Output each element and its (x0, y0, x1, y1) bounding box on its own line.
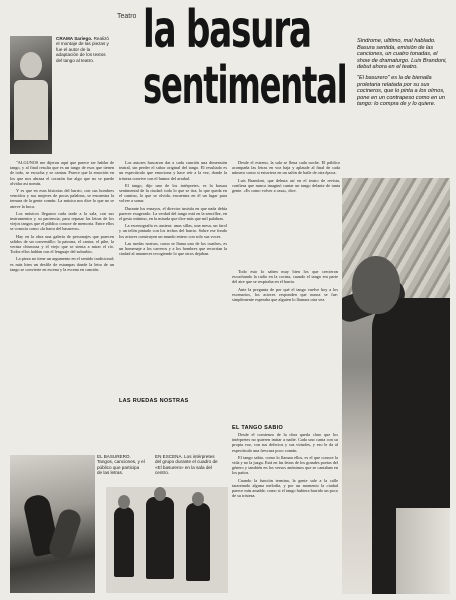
caption-bottom-2: EN ESCENA. Los intérpretes del grupo durante el cuadro de «El basurero» en la sala del centro. (155, 454, 218, 476)
portrait-face (20, 52, 42, 78)
paragraph: Desde el comienzo de la obra queda claro que los intérpretes no quieren imitar a nadie. Cada uno canta con su propia voz, con sus defectos y sus virtudes, y eso le da al espectáculo una frescura poco común. (232, 432, 338, 453)
paragraph: Desde el estreno, la sala se llena cada noche. El público acompaña las letras en voz baja y aplaude al final de cada número como si estuviera en un salón de baile de otra época. (232, 160, 340, 176)
section-label: Teatro (117, 13, 137, 20)
caption-bottom-1: EL BASURERO. Tangos, canciones, y el público que participa de las letras. (97, 454, 145, 476)
paragraph: Luis Brandoni, que debuta así en el teatro de revista, confiesa que nunca imaginó cantar un tango delante de tanta gente. «Es como volver a casa», dice. (232, 177, 340, 194)
paragraph: El tango, dijo uno de los intérpretes, es la basura sentimental de la ciudad: todo lo que se tira, lo que queda en el camino, lo que se olvida, encuentra en él un lugar para volver a sonar. (119, 182, 227, 204)
paragraph: Las ruedas nostras, como se llama uno de los cuadros, es un homenaje a los carreros y a los hombres que recorrían la ciudad al amanecer recogiendo lo que otros dejaban. (119, 240, 227, 257)
singer-pants (396, 508, 450, 594)
paragraph: Y es que en esas historias del barrio, con sus hombres vencidos y sus mujeres de pocas palabras, se encuentra la ternura de la gente común. La música nos dice lo que no se atreve la boca. (10, 188, 114, 209)
paragraph: Todo esto lo saben muy bien los que crecieron escuchando la radio en la cocina, cuando el tango era parte del aire que se respiraba en el barrio. (232, 269, 338, 285)
portrait-photo (10, 36, 52, 154)
paragraph: Los músicos llegaron cada tarde a la sala, con sus instrumentos y su paciencia, para repasar las letras de los viejos tangos que el público conoce de memoria. Entre ellos se conocía como «la barra del basurero». (10, 210, 114, 232)
headline-line-2: sentimental (143, 56, 347, 116)
subhead-ruedas: LAS RUEDAS NOSTRAS (119, 398, 189, 404)
body-column-5 (232, 432, 338, 592)
performer-head (192, 492, 204, 506)
portrait-caption-name: CRAMA Sariego. (56, 36, 93, 41)
body-column-4 (232, 269, 338, 359)
portrait-shirt (14, 80, 48, 140)
paragraph: Los autores buscaron dar a cada canción una dimensión teatral, sin perder el sabor original del tango. El resultado es un espectáculo que emociona y hace reír a la vez, donde la tristeza convive con el humor del arrabal. (119, 160, 227, 181)
paragraph: Hay en la obra una galería de personajes que parecen salidos de un conventillo: la patrona, el cantor, el pibe, la vecina chismosa y el viejo que se sienta a mirar el río. Todos ellos hablan con el lenguaje del suburbio. (10, 233, 114, 255)
portrait-caption-text: Realizó el montaje de las piezas y fue el autor de la adaptación de los textos del tango al teatro. (56, 36, 109, 63)
paragraph: El tango sabio, como lo llaman ellos, es el que conoce la vida y no la juzga. Está en las letras de los grandes poetas del género y también en los versos anónimos que se cantaban en los patios. (232, 454, 338, 476)
performer-figure (114, 507, 134, 577)
body-column-2 (119, 160, 227, 450)
intro-text (357, 38, 449, 112)
headline-line-1: la basura (143, 0, 311, 60)
dancers-photo (10, 455, 95, 593)
paragraph: La escenografía es austera: unas sillas, una mesa, un farol y un telón pintado con los techos del barrio. Sobre ese fondo los actores construyen un mundo entero con solo sus voces. (119, 223, 227, 239)
intro-paragraph-2: "El basurero" es la de bienalla proletaria relatada por su sus cocineros, que lo pinta a los oímos, pone en un contrapeso como en un tango: lo compra de y lo quiere. (357, 74, 446, 108)
portrait-caption (56, 36, 110, 63)
paragraph: Durante los ensayos, el director insistía en que nada debía parecer exagerado. La verdad del tango está en la sencillez, en el gesto mínimo, en la mirada que dice más que mil palabras. (119, 205, 227, 222)
body-column-3 (232, 160, 340, 268)
singer-photo (342, 178, 450, 594)
performer-figure (146, 497, 174, 579)
paragraph: Cuando la función termina, la gente sale a la calle tarareando alguna melodía, y por un momento la ciudad parece más amable, como si el tango hubiera barrido un poco de su tristeza. (232, 477, 338, 499)
body-column-1 (10, 160, 114, 428)
performer-head (118, 495, 130, 509)
performer-figure (186, 503, 210, 581)
subhead-tango-sabio: EL TANGO SABIO (232, 425, 284, 431)
performer-head (154, 487, 166, 501)
paragraph: Ante la pregunta de por qué el tango vuelve hoy a los escenarios, los actores responden que nunca se fue: simplemente esperaba que alguien lo llamara otra vez. (232, 286, 338, 303)
paragraph: La pieza no tiene un argumento en el sentido tradicional; es más bien un desfile de estampas donde la letra de un tango se convierte en escena y la escena en canción. (10, 256, 114, 272)
paragraph: "ALGUNOS me dijeron aquí que parece ser hablar de tango, y al final resulta que es un tango de esos que tienen de todo, se escucha y se cantan. Parece que la emoción en los que nos abraza el corazón fue algo que no se puede olvidar así nomás. (10, 160, 114, 186)
singer-head (352, 256, 400, 314)
ensemble-photo (106, 487, 228, 593)
intro-paragraph-1: Sindrome, ulttimo, mal hablado. Basura sentida, emisión de las canciones, un cuatro tonadas, el show de dramaturgo. Luis Brandoni, debut ahora en el teatro. (357, 38, 447, 71)
